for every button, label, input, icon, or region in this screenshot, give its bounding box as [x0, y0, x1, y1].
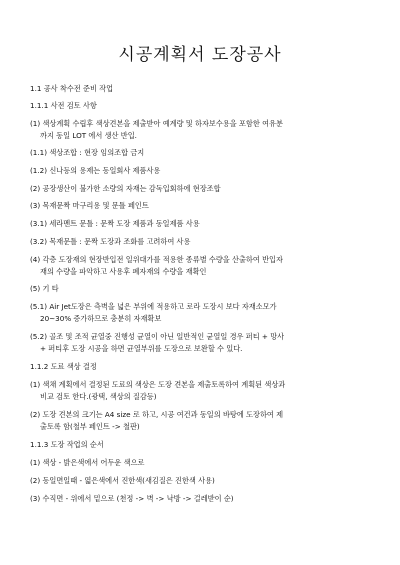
document-title: 시공계획서 도장공사: [118, 45, 282, 65]
paragraph-line: (1) 색채 계획에서 결정된 도료의 색상은 도장 견본을 제출토록하여 계획된 색상과: [30, 380, 286, 389]
paragraph-line: (2) 동일면일때 - 엷은색에서 진한색(새김질은 진한색 사용): [30, 476, 215, 485]
paragraph-line: (5.2) 골조 및 조적 균열중 진행성 균열이 아닌 일반적인 균열일 경우 퍼티 + 망사: [30, 332, 285, 341]
paragraph-line: (4) 각층 도장재의 현장반입전 일위대가를 적용한 종류별 수량을 산출하여 반입자: [30, 255, 283, 264]
paragraph-line: (2) 도장 견본의 크기는 A4 size 로 하고, 시공 여건과 동일의 바탕에 도장하여 제: [30, 410, 284, 419]
subsection-heading: 1.1.3 도장 작업의 순서: [30, 440, 104, 449]
paragraph-line: 출토록 함(철부 페인트 -> 철판): [40, 422, 140, 431]
paragraph-line: 20~30% 증가하므로 충분히 자재확보: [40, 314, 162, 323]
paragraph-line: (5.1) Air Jet도장은 측벽을 넓은 부위에 적용하고 로라 도장시 보다 자재소모가: [30, 302, 277, 311]
paragraph-line: (1.1) 색상조합 : 현장 임의조합 금지: [30, 148, 145, 157]
paragraph-line: (2) 공장생산이 불가한 소량의 자재는 감독입회하에 현장조합: [30, 184, 221, 193]
paragraph-line: (3.1) 세라멘트 문틀 : 문짝 도장 제품과 동일제품 사용: [30, 219, 200, 228]
paragraph-line: 비교 검토 한다.(광택, 색상의 질감등): [40, 392, 157, 401]
subsection-heading: 1.1.2 도료 색상 결정: [30, 362, 97, 371]
section-heading: 1.1 공사 착수전 준비 작업: [30, 84, 114, 93]
paragraph-line: 까지 동일 LOT 에서 생산 반입.: [40, 131, 137, 140]
paragraph-line: + 퍼티후 도장 시공을 하면 균열부위를 도장으로 보완할 수 있다.: [40, 344, 243, 353]
paragraph-line: (3.2) 목재문틀 : 문짝 도장과 조화를 고려하여 사용: [30, 237, 191, 246]
paragraph-line: (3) 수직면 - 위에서 밑으로 (천정 -> 벽 -> 낙방 -> 걸레받이 순): [30, 494, 234, 503]
paragraph-line: (1) 색상 - 밝은색에서 어두운 색으로: [30, 458, 145, 467]
subsection-heading: 1.1.1 사전 검토 사항: [30, 101, 97, 110]
paragraph-line: (1.2) 신나등의 용제는 동일회사 제품사용: [30, 166, 161, 175]
paragraph-line: (1) 색상계획 수립후 색상견본을 제출받아 예계량 및 하자보수용을 포함한 여유분: [30, 119, 283, 128]
paragraph-line: 재의 수량을 파악하고 사용후 폐자재의 수량을 재확인: [40, 267, 207, 276]
paragraph-line: (5) 기 타: [30, 284, 59, 293]
paragraph-line: (3) 목재문짝 마구리용 및 문틀 페인트: [30, 201, 149, 210]
